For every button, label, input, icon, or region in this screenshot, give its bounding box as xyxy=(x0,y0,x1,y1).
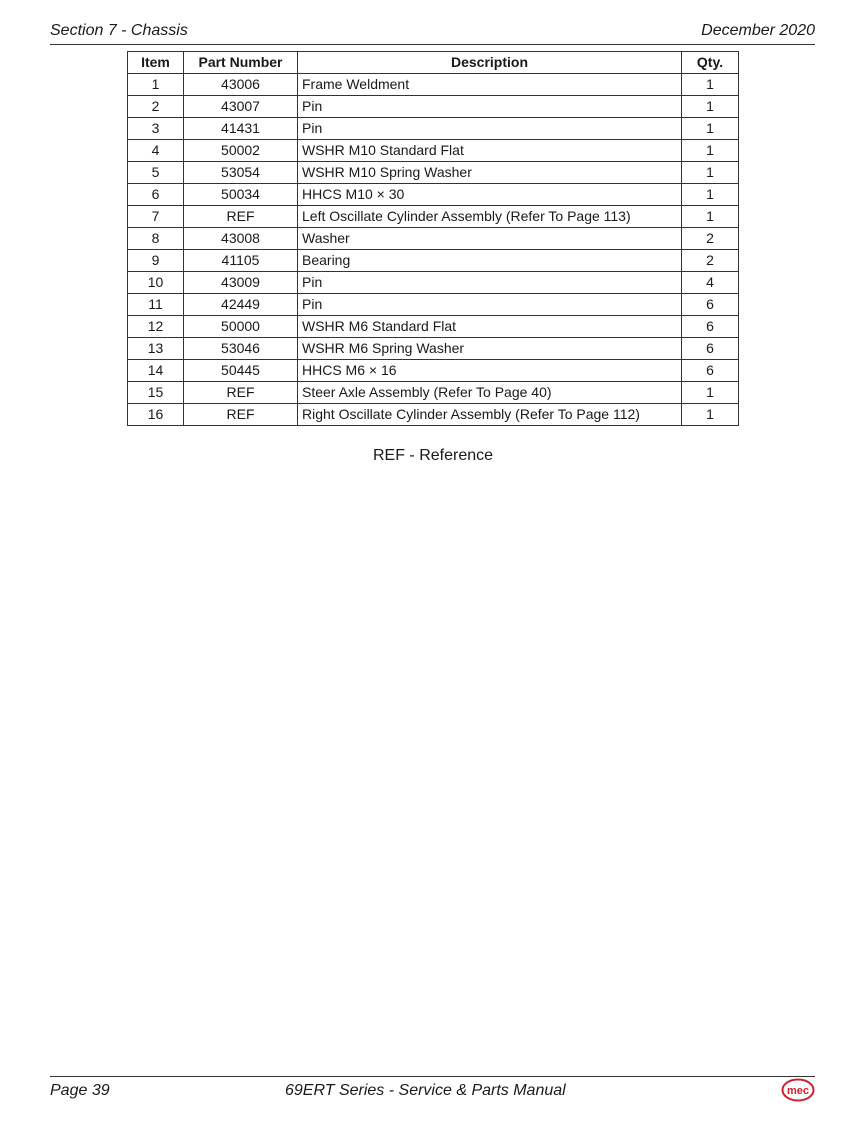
reference-note: REF - Reference xyxy=(372,447,494,464)
cell-description: Right Oscillate Cylinder Assembly (Refer To Page 112) xyxy=(298,404,682,426)
cell-part-number: 43006 xyxy=(184,74,298,96)
table-row xyxy=(128,184,739,206)
cell-description: WSHR M10 Spring Washer xyxy=(298,162,682,184)
cell-part-number: 42449 xyxy=(184,294,298,316)
manual-title: 69ERT Series - Service & Parts Manual xyxy=(285,1082,566,1099)
cell-qty: 1 xyxy=(682,404,739,426)
cell-part-number: 41431 xyxy=(184,118,298,140)
cell-item: 16 xyxy=(128,404,184,426)
cell-description: WSHR M6 Standard Flat xyxy=(298,316,682,338)
parts-table-body xyxy=(128,74,739,426)
cell-qty: 1 xyxy=(682,162,739,184)
table-row xyxy=(128,250,739,272)
cell-qty: 1 xyxy=(682,118,739,140)
cell-qty: 4 xyxy=(682,272,739,294)
table-row xyxy=(128,404,739,426)
cell-description: Bearing xyxy=(298,250,682,272)
cell-qty: 6 xyxy=(682,316,739,338)
table-row xyxy=(128,382,739,404)
cell-part-number: 53054 xyxy=(184,162,298,184)
cell-part-number: 41105 xyxy=(184,250,298,272)
cell-description: WSHR M6 Spring Washer xyxy=(298,338,682,360)
cell-item: 13 xyxy=(128,338,184,360)
cell-qty: 2 xyxy=(682,228,739,250)
page-footer xyxy=(50,1076,815,1107)
table-row xyxy=(128,360,739,382)
cell-item: 12 xyxy=(128,316,184,338)
table-row xyxy=(128,294,739,316)
cell-part-number: 43007 xyxy=(184,96,298,118)
cell-item: 6 xyxy=(128,184,184,206)
table-row xyxy=(128,74,739,96)
column-header-description: Description xyxy=(298,52,682,74)
cell-qty: 6 xyxy=(682,360,739,382)
cell-description: HHCS M6 × 16 xyxy=(298,360,682,382)
cell-item: 8 xyxy=(128,228,184,250)
cell-item: 2 xyxy=(128,96,184,118)
cell-qty: 1 xyxy=(682,140,739,162)
cell-qty: 1 xyxy=(682,74,739,96)
table-row xyxy=(128,140,739,162)
cell-description: Left Oscillate Cylinder Assembly (Refer To Page 113) xyxy=(298,206,682,228)
header-date: December 2020 xyxy=(701,22,815,39)
cell-part-number: REF xyxy=(184,404,298,426)
cell-description: WSHR M10 Standard Flat xyxy=(298,140,682,162)
column-header-item: Item xyxy=(128,52,184,74)
cell-part-number: 43008 xyxy=(184,228,298,250)
cell-description: Pin xyxy=(298,272,682,294)
table-row xyxy=(128,228,739,250)
cell-part-number: 50000 xyxy=(184,316,298,338)
cell-description: Pin xyxy=(298,118,682,140)
cell-part-number: 50445 xyxy=(184,360,298,382)
table-row xyxy=(128,96,739,118)
cell-item: 3 xyxy=(128,118,184,140)
cell-description: HHCS M10 × 30 xyxy=(298,184,682,206)
cell-description: Steer Axle Assembly (Refer To Page 40) xyxy=(298,382,682,404)
cell-item: 9 xyxy=(128,250,184,272)
logo-text: mec xyxy=(786,1085,810,1097)
cell-item: 5 xyxy=(128,162,184,184)
column-header-qty: Qty. xyxy=(682,52,739,74)
cell-item: 11 xyxy=(128,294,184,316)
cell-part-number: REF xyxy=(184,382,298,404)
cell-description: Pin xyxy=(298,96,682,118)
table-row xyxy=(128,118,739,140)
table-header-row xyxy=(128,52,739,74)
column-header-part-number: Part Number xyxy=(184,52,298,74)
table-row xyxy=(128,316,739,338)
page-number: Page 39 xyxy=(50,1082,110,1099)
table-row xyxy=(128,162,739,184)
page-header xyxy=(50,20,815,45)
cell-part-number: 50034 xyxy=(184,184,298,206)
cell-part-number: 53046 xyxy=(184,338,298,360)
cell-item: 15 xyxy=(128,382,184,404)
cell-item: 10 xyxy=(128,272,184,294)
table-row xyxy=(128,206,739,228)
cell-item: 4 xyxy=(128,140,184,162)
parts-table xyxy=(127,51,739,426)
cell-qty: 1 xyxy=(682,382,739,404)
cell-qty: 2 xyxy=(682,250,739,272)
cell-qty: 6 xyxy=(682,338,739,360)
cell-qty: 1 xyxy=(682,96,739,118)
cell-item: 1 xyxy=(128,74,184,96)
cell-description: Frame Weldment xyxy=(298,74,682,96)
section-title: Section 7 - Chassis xyxy=(50,22,188,39)
table-row xyxy=(128,272,739,294)
cell-description: Pin xyxy=(298,294,682,316)
cell-part-number: REF xyxy=(184,206,298,228)
cell-item: 14 xyxy=(128,360,184,382)
cell-description: Washer xyxy=(298,228,682,250)
cell-item: 7 xyxy=(128,206,184,228)
table-row xyxy=(128,338,739,360)
cell-part-number: 43009 xyxy=(184,272,298,294)
cell-qty: 6 xyxy=(682,294,739,316)
cell-qty: 1 xyxy=(682,206,739,228)
cell-part-number: 50002 xyxy=(184,140,298,162)
mec-logo xyxy=(781,1078,815,1102)
cell-qty: 1 xyxy=(682,184,739,206)
